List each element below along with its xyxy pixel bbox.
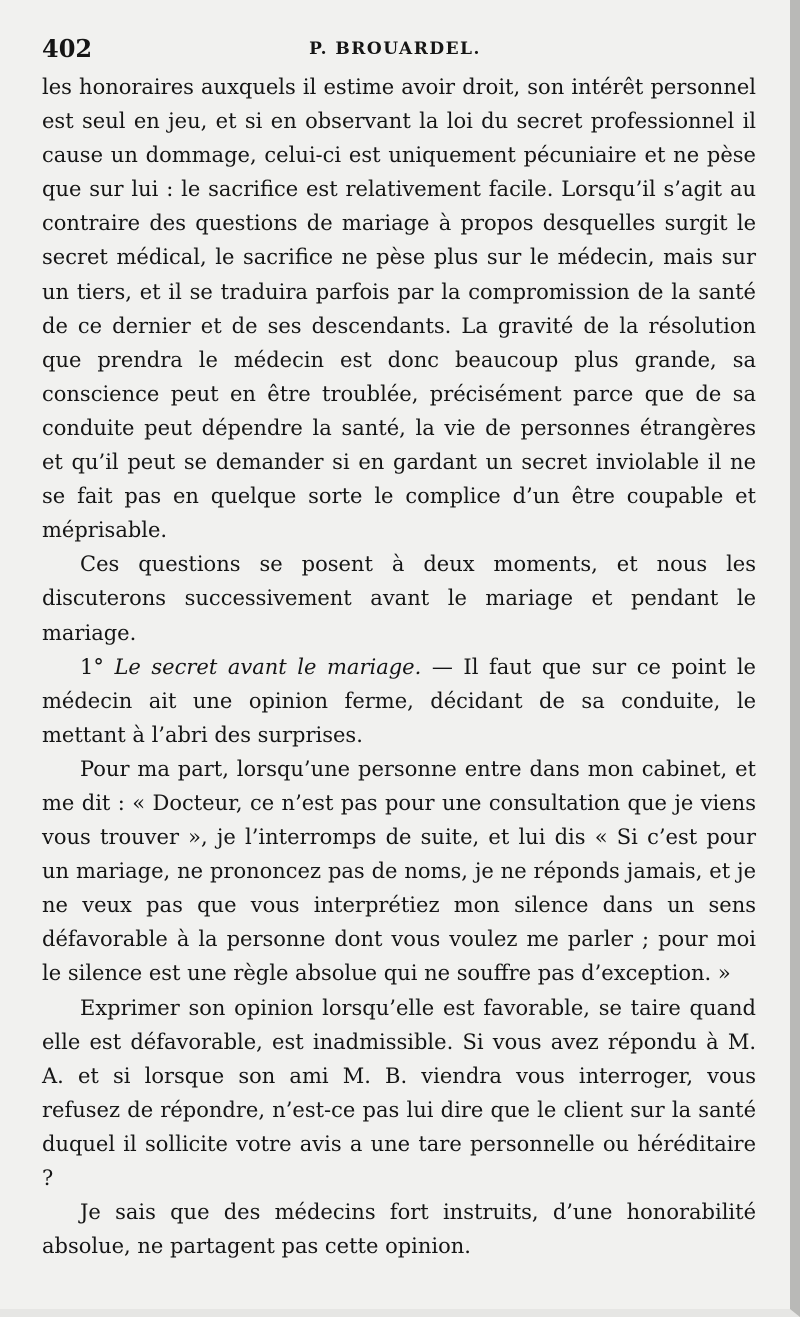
paragraph: Je sais que des médecins fort instruits, d’une honorabilité absolue, ne partagent pas cette opinion. (42, 1200, 756, 1259)
paragraph: Pour ma part, lorsqu’une personne entre dans mon cabinet, et me dit : « Docteur, ce n’est pas pour une consultation que je viens vous trouver », je l’interromps de suite, et lui dis « Si c’est pour un mariage, ne prononcez pas de noms, je ne réponds jamais, et je ne veux pas que vous interprétiez mon silence dans un sens défavorable à la personne dont vous voulez me parler ; pour moi le silence est une règle absolue qui ne souffre pas d’exception. » (42, 756, 756, 986)
paragraph: Ces questions se posent à deux moments, et nous les discuterons successivement avant le mariage et pendant le mariage. (42, 552, 756, 645)
paragraph-continuation: les honoraires auxquels il estime avoir droit, son intérêt personnel est seul en jeu, et si en observant la loi du secret professionnel il cause un dommage, celui-ci est uniquement pécuniaire et ne pèse que sur lui : le sacrifice est relativement facile. Lorsqu’il s’agit au contraire des questions de mariage à propos desquelles surgit le secret médical, le sacrifice ne pèse plus sur le médecin, mais sur un tiers, et il se traduira parfois par la compromission de la santé de ce dernier et de ses descendants. La gravité de la résolution que prendra le médecin est donc beaucoup plus grande, sa conscience peut en être troublée, précisément parce que de sa conduite peut dépendre la santé, la vie de personnes étrangères et qu’il peut se demander si en gardant un secret inviolable il ne se fait pas en quelque sorte le complice d’un être coupable et méprisable. (42, 75, 756, 543)
page-number: 402 (42, 34, 93, 63)
section-number: 1° (80, 654, 104, 679)
section-paragraph (42, 650, 756, 752)
section-text: — Il faut que sur ce point le médecin ait une opinion ferme, décidant de sa conduite, le mettant à l’abri des surprises. (42, 654, 756, 747)
running-head: P. BROUARDEL. (309, 39, 481, 59)
body-text (42, 70, 756, 1263)
page-header (42, 34, 748, 64)
paragraph: Exprimer son opinion lorsqu’elle est favorable, se taire quand elle est défavorable, est inadmissible. Si vous avez répondu à M. A. et si lorsque son ami M. B. viendra vous interroger, vous refusez de répondre, n’est-ce pas lui dire que le client sur la santé duquel il sollicite votre avis a une tare personnelle ou héréditaire ? (42, 995, 756, 1190)
section-title: Le secret avant le mariage. (114, 654, 422, 679)
